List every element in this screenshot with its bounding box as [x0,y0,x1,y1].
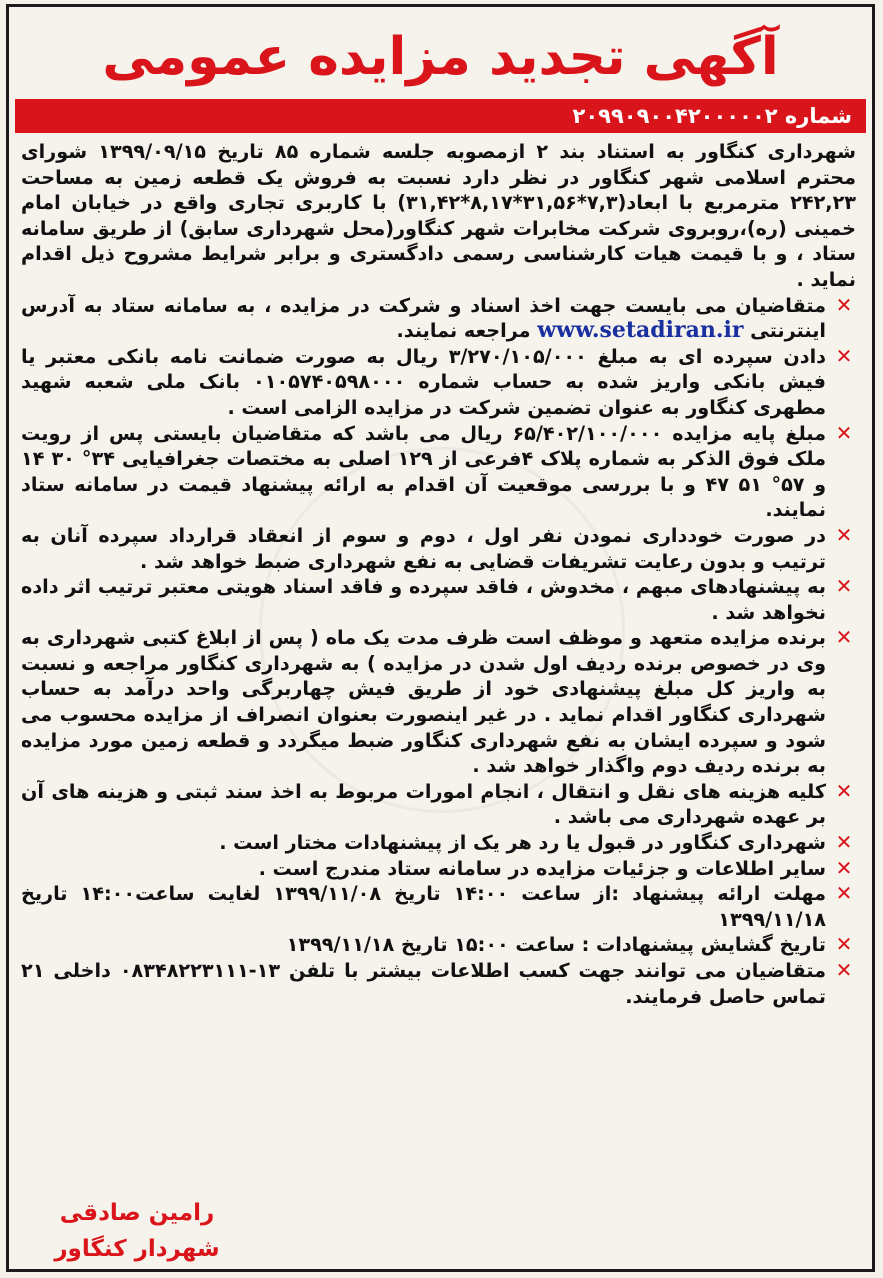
bullet-icon: ✕ [835,292,853,317]
notice-number-bar [15,99,866,133]
notice-page [6,4,875,1272]
item-text: کلیه هزینه های نقل و انتقال ، انجام امورات مربوط به اخذ سند ثبتی و هزینه های آن بر عهده شهرداری می باشد . [21,779,826,829]
bullet-icon: ✕ [835,522,853,547]
intro-paragraph: شهرداری کنگاور به استناد بند ۲ ازمصوبه جلسه شماره ۸۵ تاریخ ۱۳۹۹/۰۹/۱۵ شورای محترم اسلامی شهر کنگاور در نظر دارد نسبت به فروش یک قطعه زمین به مساحت ۲۴۲,۲۳ مترمربع با ابعاد(۷,۳*۳۱,۵۶*۸,۱۷*۳۱,۴۲) با کاربری تجاری واقع در خیابان امام خمینی (ره)،روبروی شرکت مخابرات شهر کنگاور(محل شهرداری سابق) از طریق سامانه ستاد ، و با قیمت هیات کارشناسی رسمی دادگستری و برابر شرایط مشروح ذیل اقدام نماید . [21,140,856,291]
list-item [21,856,856,882]
list-item [21,523,856,574]
bullet-icon: ✕ [835,574,853,599]
item-text: سایر اطلاعات و جزئیات مزایده در سامانه ستاد مندرج است . [258,856,826,880]
list-item [21,421,856,523]
item-text: مهلت ارائه پیشنهاد :از ساعت ۱۴:۰۰ تاریخ ۱۳۹۹/۱۱/۰۸ لغایت ساعت۱۴:۰۰ تاریخ ۱۳۹۹/۱۱/۱۸ [21,882,827,931]
list-item [21,830,856,856]
list-item [21,779,856,830]
bullet-icon: ✕ [835,420,853,445]
notice-title: آگهی تجدید مزایده عمومی [102,27,779,87]
bullet-icon: ✕ [835,855,853,880]
bullet-icon: ✕ [835,932,853,957]
item-text: برنده مزایده متعهد و موظف است ظرف مدت یک ماه ( پس از ابلاغ کتبی شهرداری به وی در خصوص برنده ردیف اول شدن در مزایده ) به شهرداری کنگاور مراجعه و نسبت به واریز کل مبلغ پیشنهادی خود از طریق فیش چهاربرگی واحد درآمد به حساب شهرداری کنگاور اقدام نماید . در غیر اینصورت بعنوان انصراف از مزایده محسوب می شود و سپرده ایشان به نفع شهرداری کنگاور ضبط میگردد و قطعه زمین مورد مزایده به برنده ردیف دوم واگذار خواهد شد . [21,626,826,778]
item-text: مبلغ پایه مزایده ۶۵/۴۰۲/۱۰۰/۰۰۰ ریال می باشد که متقاضیان بایستی پس از رویت ملک فوق الذکر به شماره پلاک ۴فرعی از ۱۲۹ اصلی به مختصات جغرافیایی ۳۴° ۳۰ ۱۴ و ۵۷° ۵۱ ۴۷ و با بررسی موقعیت آن اقدام به ارائه پیشنهاد قیمت در سامانه ستاد نمایند. [21,421,826,522]
list-item [21,625,856,779]
item-text: به پیشنهادهای مبهم ، مخدوش ، فاقد سپرده و فاقد اسناد هویتی معتبر ترتیب اثر داده نخواهد شد . [21,575,826,624]
item-text: تاریخ گشایش پیشنهادات : ساعت ۱۵:۰۰ تاریخ ۱۳۹۹/۱۱/۱۸ [286,933,826,957]
website-link[interactable]: www.setadiran.ir [537,317,744,344]
bullet-icon: ✕ [835,958,853,982]
item-text: متقاضیان می توانند جهت کسب اطلاعات بیشتر با تلفن ۱۳-۰۸۳۴۸۲۲۳۱۱۱ داخلی ۲۱ تماس حاصل فرمایند. [21,959,826,1008]
signer-title: شهردار کنگاور [54,1236,220,1262]
bullet-icon: ✕ [835,778,853,803]
item-text: در صورت خودداری نمودن نفر اول ، دوم و سوم از انعقاد قرارداد سپرده آنان به ترتیب و بدون رعایت تشریفات قضایی به نفع شهرداری ضبط خواهد شد . [21,523,826,573]
bullet-icon: ✕ [835,830,853,855]
list-item [21,344,856,421]
signature-block [37,1195,237,1267]
bullet-icon: ✕ [835,881,853,906]
item-text: دادن سپرده ای به مبلغ ۳/۲۷۰/۱۰۵/۰۰۰ ریال به صورت ضمانت نامه بانکی معتبر یا فیش بانکی واریز شده به حساب شماره ۰۱۰۵۷۴۰۵۹۸۰۰۰ بانک ملی شعبه شهید مطهری کنگاور به عنوان تضمین شرکت در مزایده الزامی است . [21,344,826,419]
notice-body [21,139,856,1009]
list-item [21,293,856,344]
item-text: مراجعه نمایند. [396,319,531,343]
list-item [21,932,856,958]
list-item [21,881,856,932]
list-item [21,958,856,1009]
bullet-icon: ✕ [835,625,853,650]
bullet-icon: ✕ [835,343,853,368]
item-text: متقاضیان می بایست جهت اخذ اسناد و شرکت در مزایده ، به سامانه ستاد به آدرس اینترنتی [21,293,826,343]
list-item [21,574,856,625]
item-text: شهرداری کنگاور در قبول یا رد هر یک از پیشنهادات مختار است . [219,831,826,855]
signer-name: رامین صادقی [59,1200,215,1226]
notice-number: شماره ۲۰۹۹۰۹۰۰۴۲۰۰۰۰۰۲ [572,104,852,128]
